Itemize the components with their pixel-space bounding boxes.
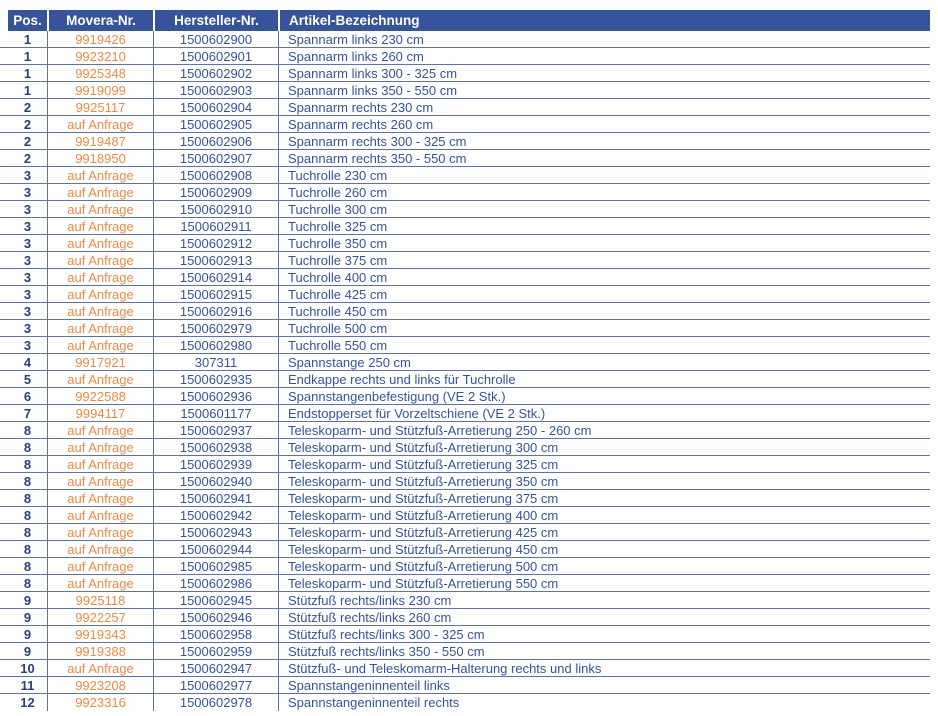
movera-nr-cell: auf Anfrage [47, 507, 153, 523]
hersteller-nr-cell: 1500602940 [153, 473, 278, 489]
pos-cell: 2 [23, 116, 32, 132]
movera-nr-cell: auf Anfrage [47, 337, 153, 353]
column-header-movera-nr: Movera-Nr. [47, 10, 153, 31]
artikel-bezeichnung-cell: Spannstangenbefestigung (VE 2 Stk.) [278, 388, 930, 404]
movera-nr-cell: 9922588 [47, 388, 153, 404]
artikel-bezeichnung-cell: Teleskoparm- und Stützfuß-Arretierung 400 cm [278, 507, 930, 523]
movera-nr-cell: auf Anfrage [47, 456, 153, 472]
table-row [0, 694, 930, 711]
artikel-bezeichnung-cell: Tuchrolle 550 cm [278, 337, 930, 353]
hersteller-nr-cell: 1500602911 [153, 218, 278, 234]
table-row [0, 660, 930, 677]
table-row [0, 150, 930, 167]
table-row [0, 303, 930, 320]
hersteller-nr-cell: 1500602903 [153, 82, 278, 98]
movera-nr-cell: auf Anfrage [47, 218, 153, 234]
artikel-bezeichnung-cell: Teleskoparm- und Stützfuß-Arretierung 350 cm [278, 473, 930, 489]
hersteller-nr-cell: 1500602909 [153, 184, 278, 200]
pos-cell: 3 [23, 201, 32, 217]
pos-cell: 1 [23, 48, 32, 64]
artikel-bezeichnung-cell: Stützfuß rechts/links 350 - 550 cm [278, 643, 930, 659]
artikel-bezeichnung-cell: Spannarm links 260 cm [278, 48, 930, 64]
artikel-bezeichnung-cell: Tuchrolle 350 cm [278, 235, 930, 251]
artikel-bezeichnung-cell: Endstopperset für Vorzeltschiene (VE 2 Stk.) [278, 405, 930, 421]
pos-cell: 9 [23, 643, 32, 659]
artikel-bezeichnung-cell: Tuchrolle 500 cm [278, 320, 930, 336]
movera-nr-cell: auf Anfrage [47, 201, 153, 217]
artikel-bezeichnung-cell: Teleskoparm- und Stützfuß-Arretierung 450 cm [278, 541, 930, 557]
hersteller-nr-cell: 1500602945 [153, 592, 278, 608]
hersteller-nr-cell: 1500602977 [153, 677, 278, 693]
table-row [0, 626, 930, 643]
hersteller-nr-cell: 1500602939 [153, 456, 278, 472]
hersteller-nr-cell: 1500602978 [153, 694, 278, 711]
artikel-bezeichnung-cell: Tuchrolle 325 cm [278, 218, 930, 234]
artikel-bezeichnung-cell: Spannarm rechts 260 cm [278, 116, 930, 132]
table-row [0, 184, 930, 201]
artikel-bezeichnung-cell: Teleskoparm- und Stützfuß-Arretierung 300 cm [278, 439, 930, 455]
artikel-bezeichnung-cell: Tuchrolle 400 cm [278, 269, 930, 285]
table-row [0, 31, 930, 48]
pos-cell: 3 [23, 218, 32, 234]
column-header-hersteller-nr: Hersteller-Nr. [153, 10, 278, 31]
table-row [0, 201, 930, 218]
pos-cell: 1 [23, 65, 32, 81]
table-row [0, 439, 930, 456]
pos-cell: 9 [23, 609, 32, 625]
pos-cell: 3 [23, 167, 32, 183]
movera-nr-cell: auf Anfrage [47, 660, 153, 676]
pos-cell: 11 [20, 677, 35, 693]
movera-nr-cell: auf Anfrage [47, 490, 153, 506]
movera-nr-cell: auf Anfrage [47, 371, 153, 387]
table-row [0, 320, 930, 337]
pos-cell: 8 [23, 558, 32, 574]
artikel-bezeichnung-cell: Endkappe rechts und links für Tuchrolle [278, 371, 930, 387]
artikel-bezeichnung-cell: Tuchrolle 300 cm [278, 201, 930, 217]
hersteller-nr-cell: 1500602905 [153, 116, 278, 132]
table-row [0, 405, 930, 422]
table-row [0, 541, 930, 558]
movera-nr-cell: 9919487 [47, 133, 153, 149]
table-row [0, 116, 930, 133]
movera-nr-cell: 9925117 [47, 99, 153, 115]
pos-cell: 8 [23, 473, 32, 489]
pos-cell: 3 [23, 320, 32, 336]
hersteller-nr-cell: 1500602944 [153, 541, 278, 557]
movera-nr-cell: 9922257 [47, 609, 153, 625]
table-row [0, 252, 930, 269]
hersteller-nr-cell: 1500602959 [153, 643, 278, 659]
table-row [0, 167, 930, 184]
pos-cell: 6 [23, 388, 32, 404]
table-row [0, 354, 930, 371]
hersteller-nr-cell: 1500602938 [153, 439, 278, 455]
hersteller-nr-cell: 1500602979 [153, 320, 278, 336]
artikel-bezeichnung-cell: Teleskoparm- und Stützfuß-Arretierung 375 cm [278, 490, 930, 506]
movera-nr-cell: 9919426 [47, 31, 153, 47]
artikel-bezeichnung-cell: Tuchrolle 230 cm [278, 167, 930, 183]
table-row [0, 371, 930, 388]
pos-cell: 3 [23, 337, 32, 353]
pos-cell: 8 [23, 524, 32, 540]
table-body [0, 31, 930, 711]
pos-cell: 10 [20, 660, 35, 676]
artikel-bezeichnung-cell: Spannarm links 230 cm [278, 31, 930, 47]
movera-nr-cell: 9925348 [47, 65, 153, 81]
hersteller-nr-cell: 1500602907 [153, 150, 278, 166]
hersteller-nr-cell: 1500602985 [153, 558, 278, 574]
pos-cell: 8 [23, 541, 32, 557]
movera-nr-cell: auf Anfrage [47, 252, 153, 268]
movera-nr-cell: auf Anfrage [47, 303, 153, 319]
table-row [0, 422, 930, 439]
artikel-bezeichnung-cell: Spannarm links 350 - 550 cm [278, 82, 930, 98]
artikel-bezeichnung-cell: Teleskoparm- und Stützfuß-Arretierung 500 cm [278, 558, 930, 574]
movera-nr-cell: auf Anfrage [47, 320, 153, 336]
artikel-bezeichnung-cell: Teleskoparm- und Stützfuß-Arretierung 425 cm [278, 524, 930, 540]
pos-cell: 8 [23, 490, 32, 506]
pos-cell: 3 [23, 184, 32, 200]
movera-nr-cell: auf Anfrage [47, 269, 153, 285]
movera-nr-cell: 9919343 [47, 626, 153, 642]
movera-nr-cell: auf Anfrage [47, 541, 153, 557]
hersteller-nr-cell: 1500602936 [153, 388, 278, 404]
movera-nr-cell: auf Anfrage [47, 575, 153, 591]
pos-cell: 12 [20, 695, 35, 710]
hersteller-nr-cell: 1500602902 [153, 65, 278, 81]
table-row [0, 558, 930, 575]
artikel-bezeichnung-cell: Spannstange 250 cm [278, 354, 930, 370]
table-row [0, 286, 930, 303]
hersteller-nr-cell: 1500601177 [153, 405, 278, 421]
artikel-bezeichnung-cell: Spannstangeninnenteil rechts [278, 694, 930, 711]
movera-nr-cell: auf Anfrage [47, 116, 153, 132]
table-row [0, 133, 930, 150]
pos-cell: 2 [23, 133, 32, 149]
movera-nr-cell: auf Anfrage [47, 558, 153, 574]
movera-nr-cell: auf Anfrage [47, 184, 153, 200]
pos-cell: 4 [23, 354, 32, 370]
artikel-bezeichnung-cell: Spannarm rechts 350 - 550 cm [278, 150, 930, 166]
hersteller-nr-cell: 1500602942 [153, 507, 278, 523]
artikel-bezeichnung-cell: Spannarm links 300 - 325 cm [278, 65, 930, 81]
movera-nr-cell: auf Anfrage [47, 286, 153, 302]
table-row [0, 337, 930, 354]
pos-cell: 9 [23, 626, 32, 642]
pos-cell: 1 [23, 82, 32, 98]
artikel-bezeichnung-cell: Spannstangeninnenteil links [278, 677, 930, 693]
movera-nr-cell: auf Anfrage [47, 235, 153, 251]
table-row [0, 507, 930, 524]
pos-cell: 3 [23, 252, 32, 268]
table-row [0, 575, 930, 592]
pos-cell: 3 [23, 286, 32, 302]
movera-nr-cell: auf Anfrage [47, 422, 153, 438]
artikel-bezeichnung-cell: Tuchrolle 260 cm [278, 184, 930, 200]
hersteller-nr-cell: 1500602914 [153, 269, 278, 285]
hersteller-nr-cell: 1500602986 [153, 575, 278, 591]
artikel-bezeichnung-cell: Stützfuß rechts/links 300 - 325 cm [278, 626, 930, 642]
hersteller-nr-cell: 1500602906 [153, 133, 278, 149]
hersteller-nr-cell: 1500602904 [153, 99, 278, 115]
hersteller-nr-cell: 1500602901 [153, 48, 278, 64]
movera-nr-cell: auf Anfrage [47, 524, 153, 540]
movera-nr-cell: auf Anfrage [47, 167, 153, 183]
hersteller-nr-cell: 1500602912 [153, 235, 278, 251]
movera-nr-cell: 9923210 [47, 48, 153, 64]
pos-cell: 8 [23, 456, 32, 472]
hersteller-nr-cell: 1500602913 [153, 252, 278, 268]
pos-cell: 2 [23, 99, 32, 115]
parts-table [0, 10, 938, 711]
table-row [0, 388, 930, 405]
pos-cell: 8 [23, 575, 32, 591]
movera-nr-cell: auf Anfrage [47, 473, 153, 489]
hersteller-nr-cell: 1500602908 [153, 167, 278, 183]
hersteller-nr-cell: 1500602916 [153, 303, 278, 319]
pos-cell: 2 [23, 150, 32, 166]
pos-cell: 3 [23, 235, 32, 251]
pos-cell: 3 [23, 269, 32, 285]
table-row [0, 99, 930, 116]
table-row [0, 677, 930, 694]
movera-nr-cell: 9917921 [47, 354, 153, 370]
table-row [0, 269, 930, 286]
artikel-bezeichnung-cell: Stützfuß rechts/links 260 cm [278, 609, 930, 625]
pos-cell: 7 [23, 405, 32, 421]
table-row [0, 609, 930, 626]
hersteller-nr-cell: 307311 [153, 354, 278, 370]
artikel-bezeichnung-cell: Teleskoparm- und Stützfuß-Arretierung 250 - 260 cm [278, 422, 930, 438]
artikel-bezeichnung-cell: Stützfuß rechts/links 230 cm [278, 592, 930, 608]
hersteller-nr-cell: 1500602946 [153, 609, 278, 625]
pos-cell: 9 [23, 592, 32, 608]
artikel-bezeichnung-cell: Teleskoparm- und Stützfuß-Arretierung 325 cm [278, 456, 930, 472]
table-row [0, 592, 930, 609]
movera-nr-cell: 9918950 [47, 150, 153, 166]
pos-cell: 8 [23, 507, 32, 523]
hersteller-nr-cell: 1500602937 [153, 422, 278, 438]
movera-nr-cell: 9923316 [47, 694, 153, 711]
hersteller-nr-cell: 1500602915 [153, 286, 278, 302]
movera-nr-cell: 9994117 [47, 405, 153, 421]
artikel-bezeichnung-cell: Tuchrolle 375 cm [278, 252, 930, 268]
movera-nr-cell: 9923208 [47, 677, 153, 693]
hersteller-nr-cell: 1500602980 [153, 337, 278, 353]
table-row [0, 218, 930, 235]
table-row [0, 524, 930, 541]
hersteller-nr-cell: 1500602958 [153, 626, 278, 642]
column-header-artikel-bezeichnung: Artikel-Bezeichnung [278, 10, 930, 31]
table-row [0, 235, 930, 252]
hersteller-nr-cell: 1500602935 [153, 371, 278, 387]
table-row [0, 456, 930, 473]
table-row [0, 643, 930, 660]
column-header-pos: Pos. [13, 13, 42, 28]
hersteller-nr-cell: 1500602947 [153, 660, 278, 676]
hersteller-nr-cell: 1500602941 [153, 490, 278, 506]
hersteller-nr-cell: 1500602943 [153, 524, 278, 540]
table-row [0, 473, 930, 490]
artikel-bezeichnung-cell: Spannarm rechts 300 - 325 cm [278, 133, 930, 149]
table-row [0, 82, 930, 99]
pos-cell: 3 [23, 303, 32, 319]
movera-nr-cell: 9919099 [47, 82, 153, 98]
hersteller-nr-cell: 1500602910 [153, 201, 278, 217]
pos-cell: 8 [23, 439, 32, 455]
artikel-bezeichnung-cell: Tuchrolle 425 cm [278, 286, 930, 302]
artikel-bezeichnung-cell: Spannarm rechts 230 cm [278, 99, 930, 115]
table-header-row [8, 10, 930, 31]
artikel-bezeichnung-cell: Tuchrolle 450 cm [278, 303, 930, 319]
pos-cell: 5 [23, 371, 32, 387]
artikel-bezeichnung-cell: Stützfuß- und Teleskomarm-Halterung rechts und links [278, 660, 930, 676]
table-row [0, 65, 930, 82]
movera-nr-cell: 9925118 [47, 592, 153, 608]
movera-nr-cell: auf Anfrage [47, 439, 153, 455]
artikel-bezeichnung-cell: Teleskoparm- und Stützfuß-Arretierung 550 cm [278, 575, 930, 591]
table-row [0, 490, 930, 507]
hersteller-nr-cell: 1500602900 [153, 31, 278, 47]
table-row [0, 48, 930, 65]
pos-cell: 1 [23, 31, 32, 47]
movera-nr-cell: 9919388 [47, 643, 153, 659]
pos-cell: 8 [23, 422, 32, 438]
